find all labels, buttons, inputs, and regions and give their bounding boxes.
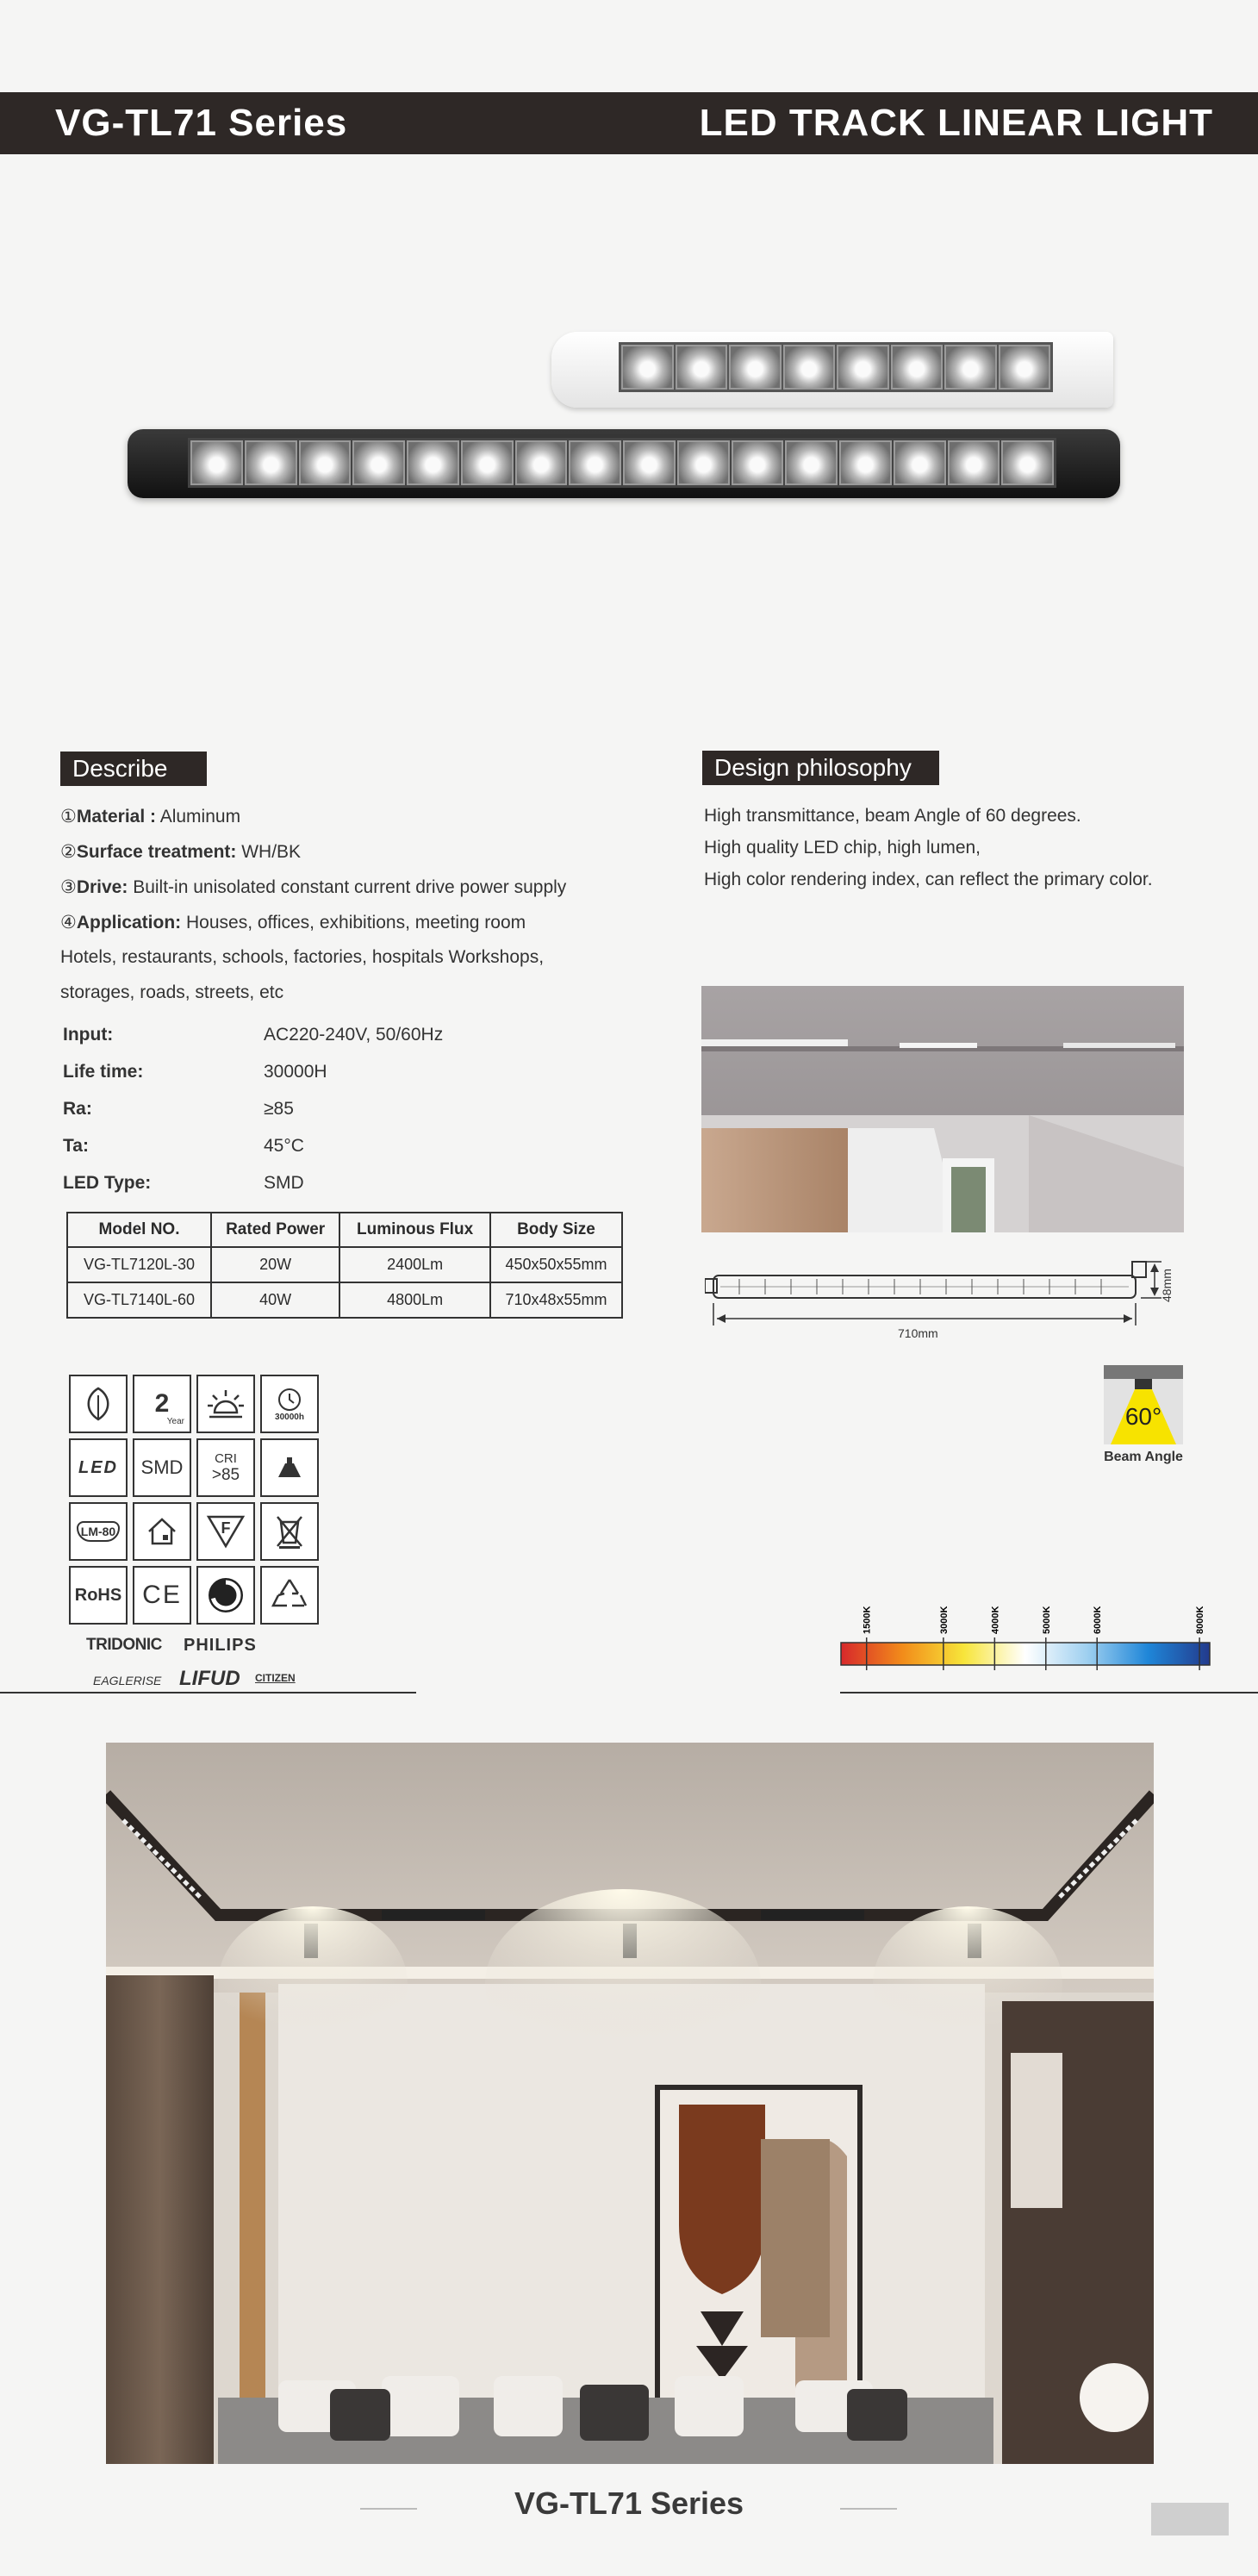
design-heading: Design philosophy: [702, 751, 939, 785]
cct-tick-label: 4000K: [990, 1606, 1001, 1634]
white-track-light-image: [551, 332, 1113, 408]
indoor-house-icon: [133, 1502, 191, 1561]
dimension-drawing: [705, 1258, 1187, 1353]
beam-angle-value: 60°: [1124, 1403, 1162, 1430]
weee-bin-icon: [260, 1502, 319, 1561]
lifespan-text: 30000h: [275, 1412, 304, 1422]
black-light-lens-array: [188, 438, 1056, 488]
describe-heading: Describe: [60, 752, 207, 786]
rohs-text: RoHS: [74, 1585, 122, 1605]
cell-size: 710x48x55mm: [490, 1282, 622, 1318]
eco-leaf-icon: [69, 1375, 128, 1433]
cct-tick-label: 1500K: [862, 1606, 873, 1634]
col-power: Rated Power: [211, 1213, 339, 1247]
scroll-to-top-button[interactable]: [1151, 2503, 1229, 2535]
footer-series-title: VG-TL71 Series: [514, 2486, 744, 2521]
model-table: [66, 1212, 623, 1319]
cell-flux: 4800Lm: [339, 1282, 490, 1318]
beam-angle-label: Beam Angle: [1104, 1450, 1183, 1464]
lm80-text: LM-80: [77, 1521, 120, 1542]
product-type-title: LED TRACK LINEAR LIGHT: [699, 102, 1213, 144]
led-icon: [69, 1438, 128, 1497]
right-divider: [840, 1692, 1258, 1693]
brand-citizen: CITIZEN: [255, 1672, 296, 1684]
col-flux: Luminous Flux: [339, 1213, 490, 1247]
spec-ta-value: 45°C: [264, 1136, 304, 1156]
certification-icons-grid: [69, 1375, 322, 1625]
instant-start-icon: [196, 1375, 255, 1433]
recycle-icon: [260, 1566, 319, 1625]
spec-input-key: Input:: [63, 1025, 114, 1045]
describe-surface: ②Surface treatment: WH/BK: [60, 842, 302, 862]
cell-flux: 2400Lm: [339, 1247, 490, 1282]
cct-tick-label: 6000K: [1093, 1606, 1104, 1634]
describe-drive: ③Drive: Built-in unisolated constant current drive power supply: [60, 877, 567, 897]
spec-ra-key: Ra:: [63, 1099, 92, 1119]
lm80-icon: [69, 1502, 128, 1561]
table-row: [67, 1247, 622, 1282]
col-size: Body Size: [490, 1213, 622, 1247]
spec-ra-value: ≥85: [264, 1099, 294, 1119]
lifespan-30000h-icon: [260, 1375, 319, 1433]
lamp-icon: [260, 1438, 319, 1497]
cell-power: 40W: [211, 1282, 339, 1318]
spec-ledtype-value: SMD: [264, 1173, 304, 1193]
cri-text: CRI: [215, 1450, 237, 1466]
color-temperature-scale: [838, 1594, 1215, 1672]
design-line-2: High quality LED chip, high lumen,: [704, 838, 981, 858]
warranty-2-year-icon: [133, 1375, 191, 1433]
brand-lifud: LIFUD: [179, 1667, 240, 1690]
spec-input-value: AC220-240V, 50/60Hz: [264, 1025, 444, 1045]
beam-angle-icon: [1104, 1365, 1183, 1444]
header-band: [0, 92, 1258, 154]
smd-text: SMD: [140, 1456, 184, 1478]
describe-material: ①Material : Aluminum: [60, 807, 241, 826]
warranty-unit: Year: [166, 1417, 184, 1426]
ce-mark-icon: [133, 1566, 191, 1625]
cell-model: VG-TL7120L-30: [67, 1247, 211, 1282]
ce-text: CE: [142, 1581, 182, 1609]
describe-extra-line-2: storages, roads, streets, etc: [60, 982, 284, 1002]
f-mark-text: F: [221, 1519, 231, 1537]
f-mark-icon: [196, 1502, 255, 1561]
cct-tick-label: 5000K: [1041, 1606, 1052, 1634]
cell-power: 20W: [211, 1247, 339, 1282]
design-line-3: High color rendering index, can reflect the primary color.: [704, 870, 1153, 889]
brand-tridonic: TRIDONIC: [86, 1636, 162, 1654]
ceiling-install-photo: [701, 986, 1184, 1232]
spec-ta-key: Ta:: [63, 1136, 89, 1156]
dimension-height-label: 48mm: [1160, 1269, 1174, 1302]
spec-life-key: Life time:: [63, 1062, 144, 1082]
green-dot-icon: [196, 1566, 255, 1625]
describe-application: ④Application: Houses, offices, exhibitions, meeting room: [60, 913, 526, 932]
col-model: Model NO.: [67, 1213, 211, 1247]
brand-eaglerise: EAGLERISE: [93, 1674, 162, 1687]
spec-ledtype-key: LED Type:: [63, 1173, 152, 1193]
cell-size: 450x50x55mm: [490, 1247, 622, 1282]
cct-tick-label: 3000K: [938, 1606, 950, 1634]
rohs-icon: [69, 1566, 128, 1625]
smd-icon: [133, 1438, 191, 1497]
cell-model: VG-TL7140L-60: [67, 1282, 211, 1318]
cct-svg: [838, 1594, 1215, 1672]
series-title: VG-TL71 Series: [55, 102, 348, 144]
cri-value: >85: [211, 1465, 240, 1484]
led-text: LED: [78, 1457, 118, 1477]
black-track-light-image: [128, 429, 1120, 498]
table-header-row: [67, 1213, 622, 1247]
left-divider: [0, 1692, 416, 1693]
table-row: [67, 1282, 622, 1318]
cri-icon: [196, 1438, 255, 1497]
warranty-number: 2: [154, 1389, 170, 1418]
cct-tick-label: 8000K: [1195, 1606, 1206, 1634]
living-room-scene-photo: [106, 1743, 1154, 2464]
white-light-lens-array: [619, 342, 1053, 392]
spec-life-value: 30000H: [264, 1062, 327, 1082]
describe-extra-line-1: Hotels, restaurants, schools, factories, hospitals Workshops,: [60, 947, 545, 967]
brand-philips: PHILIPS: [184, 1636, 257, 1655]
design-line-1: High transmittance, beam Angle of 60 degrees.: [704, 806, 1081, 826]
dimension-length-label: 710mm: [898, 1326, 938, 1340]
